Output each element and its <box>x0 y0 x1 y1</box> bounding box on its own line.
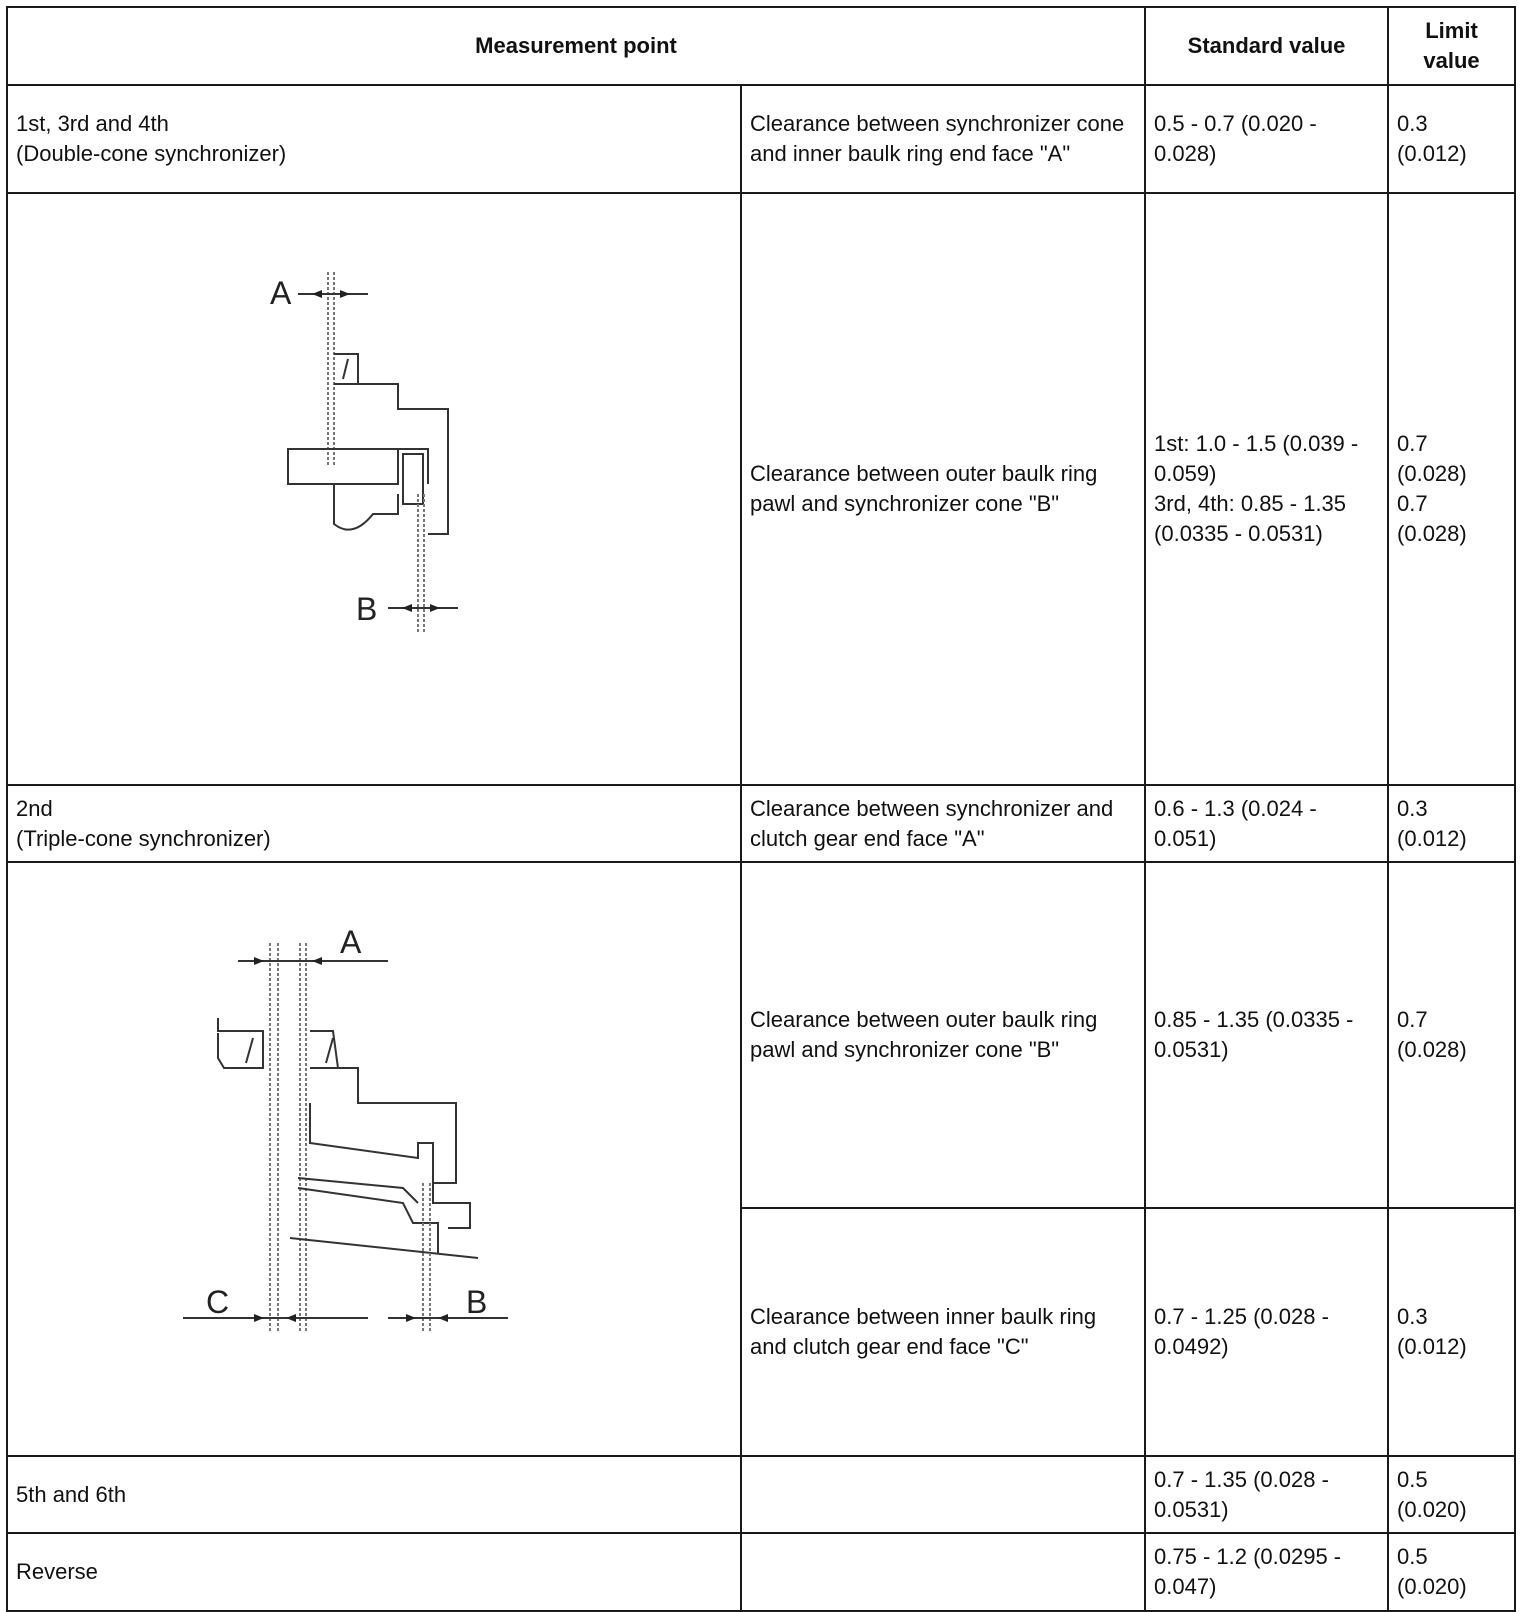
section2-c-limit <box>1388 1208 1515 1456</box>
table-row-reverse <box>7 1533 1515 1611</box>
triple-cone-synchronizer-diagram <box>8 863 742 1455</box>
section1-label-line2: (Double-cone synchronizer) <box>16 141 287 166</box>
section4-desc-empty <box>741 1533 1145 1611</box>
table-row-2nd-b <box>7 862 1515 1208</box>
section2-a-limit-line1: 0.3 <box>1397 795 1428 821</box>
section1-a-limit-line1: 0.3 <box>1397 111 1428 136</box>
section3-limit-line2: (0.020) <box>1397 1496 1467 1522</box>
section1-label <box>7 85 741 193</box>
section3-standard: 0.7 - 1.35 (0.028 - 0.0531) <box>1145 1456 1388 1533</box>
section2-label-line2: (Triple-cone synchronizer) <box>16 825 271 851</box>
section2-a-limit <box>1388 785 1515 862</box>
section2-b-limit-line2: (0.028) <box>1397 1036 1467 1062</box>
section2-c-limit-line1: 0.3 <box>1397 1303 1428 1329</box>
header-row <box>7 7 1515 85</box>
section1-b-standard-line1: 1st: 1.0 - 1.5 (0.039 - 0.059) <box>1154 431 1359 486</box>
header-standard-value: Standard value <box>1145 7 1388 85</box>
section1-a-limit <box>1388 85 1515 193</box>
header-limit-value <box>1388 7 1515 85</box>
section2-a-desc: Clearance between synchronizer and clutch gear end face "A" <box>741 785 1145 862</box>
table-row-5th-6th <box>7 1456 1515 1533</box>
section4-limit <box>1388 1533 1515 1611</box>
section2-b-desc: Clearance between outer baulk ring pawl and synchronizer cone "B" <box>741 862 1145 1208</box>
section2-c-limit-line2: (0.012) <box>1397 1333 1467 1359</box>
section1-b-limit-line2: (0.028) <box>1397 461 1467 486</box>
section1-label-line1: 1st, 3rd and 4th <box>16 111 169 136</box>
header-limit-line2: value <box>1423 48 1480 73</box>
section1-b-standard <box>1145 193 1388 785</box>
header-measurement-point: Measurement point <box>7 7 1145 85</box>
table-row-1st-3rd-4th-b <box>7 193 1515 785</box>
table-row-1st-3rd-4th-a <box>7 85 1515 193</box>
section2-label-line1: 2nd <box>16 795 53 821</box>
section1-b-desc: Clearance between outer baulk ring pawl and synchronizer cone "B" <box>741 193 1145 785</box>
section2-a-limit-line2: (0.012) <box>1397 825 1467 851</box>
section1-a-limit-line2: (0.012) <box>1397 141 1467 166</box>
section1-b-standard-line2: 3rd, 4th: 0.85 - 1.35 (0.0335 - 0.0531) <box>1154 491 1347 546</box>
double-cone-label-a: A <box>270 275 292 311</box>
double-cone-figure-cell <box>7 193 741 785</box>
section1-b-limit-line4: (0.028) <box>1397 521 1467 546</box>
section4-label: Reverse <box>7 1533 741 1611</box>
section1-b-limit <box>1388 193 1515 785</box>
section1-b-limit-line3: 0.7 <box>1397 491 1428 516</box>
triple-cone-label-c: C <box>206 1284 230 1320</box>
triple-cone-label-a: A <box>340 924 362 960</box>
section3-label: 5th and 6th <box>7 1456 741 1533</box>
section2-b-standard: 0.85 - 1.35 (0.0335 - 0.0531) <box>1145 862 1388 1208</box>
section2-label <box>7 785 741 862</box>
section3-limit-line1: 0.5 <box>1397 1466 1428 1492</box>
double-cone-label-b: B <box>356 591 378 627</box>
section2-b-limit-line1: 0.7 <box>1397 1006 1428 1032</box>
section1-a-desc: Clearance between synchronizer cone and inner baulk ring end face "A" <box>741 85 1145 193</box>
section1-b-limit-line1: 0.7 <box>1397 431 1428 456</box>
spec-table <box>6 6 1516 1612</box>
section2-b-limit <box>1388 862 1515 1208</box>
section1-a-standard: 0.5 - 0.7 (0.020 - 0.028) <box>1145 85 1388 193</box>
triple-cone-label-b: B <box>466 1284 488 1320</box>
section3-limit <box>1388 1456 1515 1533</box>
section4-limit-line2: (0.020) <box>1397 1574 1467 1599</box>
section2-c-standard: 0.7 - 1.25 (0.028 - 0.0492) <box>1145 1208 1388 1456</box>
table-row-2nd-a <box>7 785 1515 862</box>
section4-standard: 0.75 - 1.2 (0.0295 - 0.047) <box>1145 1533 1388 1611</box>
section2-a-standard: 0.6 - 1.3 (0.024 - 0.051) <box>1145 785 1388 862</box>
double-cone-synchronizer-diagram <box>8 194 742 784</box>
section3-desc-empty <box>741 1456 1145 1533</box>
triple-cone-figure-cell <box>7 862 741 1456</box>
section2-c-desc: Clearance between inner baulk ring and clutch gear end face "C" <box>741 1208 1145 1456</box>
section4-limit-line1: 0.5 <box>1397 1544 1428 1569</box>
header-limit-line1: Limit <box>1425 18 1478 43</box>
